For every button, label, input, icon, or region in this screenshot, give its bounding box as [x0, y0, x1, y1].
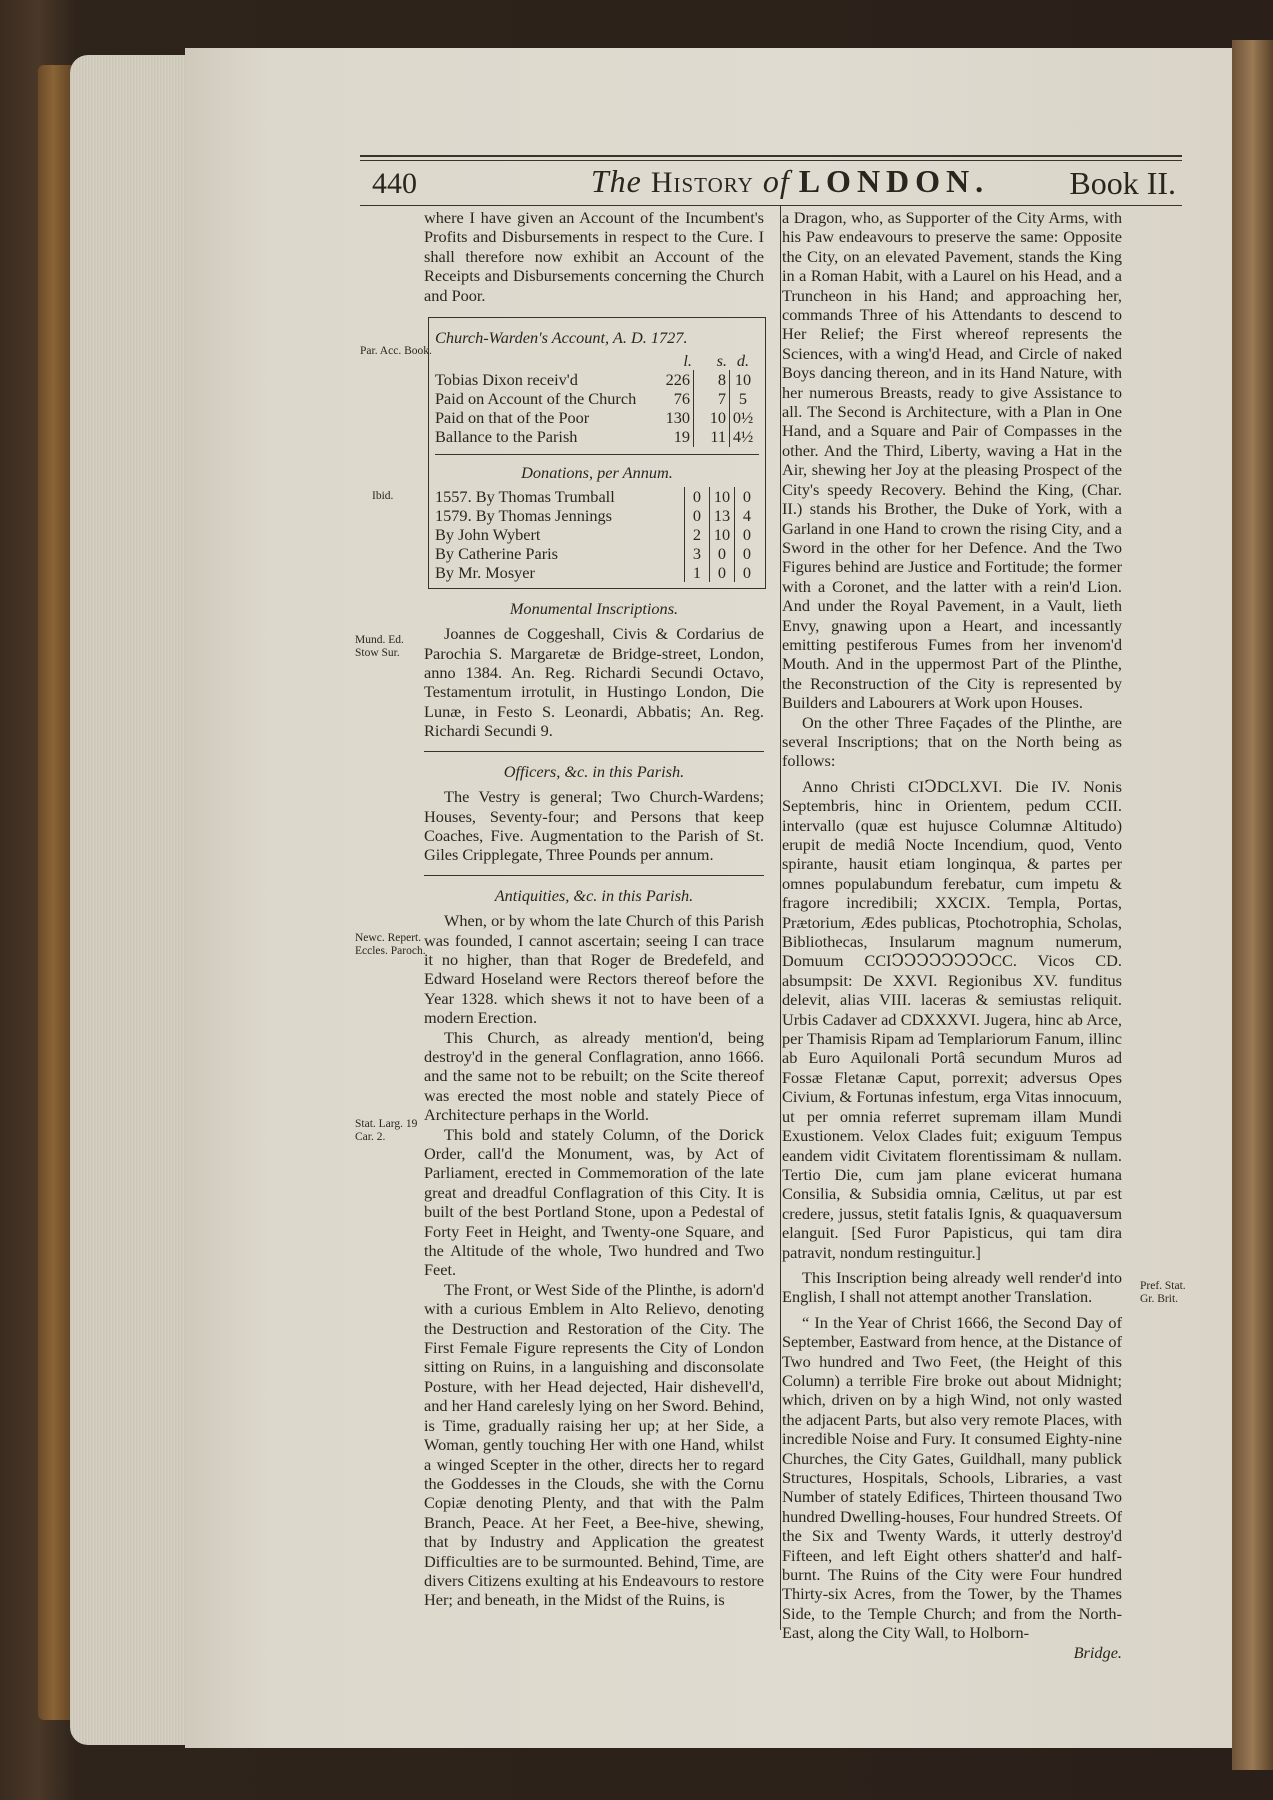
officers-text: The Vestry is general; Two Church-Wardens; Houses, Seventy-four; and Persons that keep Coaches, Five. Augmentation to the Parish of St. Giles Cripplegate, Three Pounds per annum. [424, 787, 764, 865]
plinthe-para: The Front, or West Side of the Plinthe, is adorn'd with a curious Emblem in Alto Relievo, denoting the Destruction and Restoration of the City. The First Female Figure represents the City of London sitting on Ruins, in a languishing and disconsolate Posture, with her Head dejected, Hair dishevell'd, and her Hand carelesly lying on her Sword. Behind, is Time, gradually raising her up; at her Side, a Woman, gently touching Her with one Hand, whilst a winged Scepter in the other, directs her to regard the Goddesses in the Clouds, she with the Cornu Copiæ denoting Plenty, and that with the Palm Branch, Peace. At her Feet, a Bee-hive, shewing, that by Industry and Application the greatest Difficulties are to be surmounted. Behind, Time, are divers Citizens exulting at his Endeavours to restore Her; and beneath, in the Midst of the Ruins, is [424, 1279, 764, 1610]
margin-note-par-acc: Par. Acc. Book. [360, 345, 432, 357]
account-row [435, 408, 759, 427]
facades-para: On the other Three Façades of the Plinthe, are several Inscriptions; that on the North being as follows: [782, 712, 1122, 771]
donation-row [435, 525, 759, 544]
donation-s: 10 [709, 487, 734, 506]
row-d: 0½ [732, 408, 754, 428]
title-history: History [650, 166, 754, 199]
donation-d: 0 [734, 487, 759, 506]
book-label: Book II. [1069, 165, 1176, 201]
latin-inscription: Anno Christi CIↃDCLXVI. Die IV. Nonis Septembris, hinc in Orientem, pedum CCII. intervallo (quæ est hujusce Columnæ Altitudo) erupit de mediâ Nocte Incendium, quod, Vento spirante, hausit etiam longinqua, & partes per omnes populabundum ferebatur, cum impetu & fragore incredibili; XXCIX. Templa, Portas, Prætorium, Ædes publicas, Ptochotrophia, Scholas, Bibliothecas, Insularum magnum numerum, Domuum CCIↃↃↃↃↃↃↃↃCC. Vicos CD. absumpsit: De XXVI. Regionibus XV. funditus delevit, alias VIII. laceras & semiustas reliquit. Urbis Cadaver ad CDXXXVI. Jugera, hinc ab Arce, per Thamisis Ripam ad Templariorum Fanum, illinc ab Euro Aquilonali Portâ secundum Muros ad Fossæ Fletanæ Caput, porrexit; adversus Opes Civium, & Fortunas infestum, erga Vitas innocuum, ut per omnia referret supremam illam Mundi Exustionem. Velox Clades fuit; exiguum Tempus eandem vidit Civitatem florentissimam & nullam. Tertio Die, cum jam plane evicerat humana Consilia, & Subsidia omnia, Cælitus, ut par est credere, jussus, stetit fatalis Ignis, & quaquaversum elanguit. [Sed Furor Papisticus, qui tam dira patravit, nondum restinguitur.] [782, 776, 1122, 1262]
translation-note: This Inscription being already well render'd into English, I shall not attempt another Translation. [782, 1267, 1122, 1307]
antiquities-para-1: When, or by whom the late Church of this Parish was founded, I cannot ascertain; seeing I can trace it no higher, than that Roger de Bredefeld, and Edward Hoseland were Rectors thereof before the Year 1328. which shews it not to have been of a modern Erection. [424, 911, 764, 1028]
col-s: s. [716, 351, 727, 371]
column-divider [780, 205, 781, 1630]
row-l: 226 [658, 370, 694, 389]
donation-d: 4 [734, 506, 759, 525]
running-header [360, 155, 1182, 206]
english-inscription: “ In the Year of Christ 1666, the Second Day of September, Eastward from hence, at the Distance of Two hundred and Two Feet, (the Height of this Column) a terrible Fire broke out about Midnight; which, driven on by a high Wind, not only wasted the adjacent Parts, but also very remote Places, with incredible Noise and Fury. It consumed Eighty-nine Churches, the City Gates, Guildhall, many publick Structures, Hospitals, Schools, Libraries, a vast Number of stately Edifices, Thirteen thousand Two hundred Dwelling-houses, Four hundred Streets. Of the Six and Twenty Wards, it utterly destroy'd Fifteen, and left Eight others shatter'd and half-burnt. The Ruins of the City were Four hundred Thirty-six Acres, from the Tower, by the Thames Side, to the Temple Church; and from the North-East, along the City Wall, to Holborn- [782, 1312, 1122, 1643]
title-the: The [590, 163, 642, 199]
donation-l: 0 [684, 487, 709, 506]
church-warden-account-box [428, 317, 766, 589]
account-title: Church-Warden's Account, A. D. 1727. [435, 328, 688, 348]
donation-d: 0 [734, 563, 759, 582]
section-rule [424, 875, 764, 876]
donation-label: By Mr. Mosyer [435, 562, 535, 582]
officers-title: Officers, &c. in this Parish. [503, 761, 685, 781]
page-number: 440 [372, 167, 417, 200]
row-l: 76 [658, 389, 694, 408]
donation-l: 3 [684, 544, 709, 563]
account-row [435, 370, 759, 389]
row-d: 10 [734, 370, 752, 390]
row-label: Tobias Dixon receiv'd [435, 370, 578, 390]
donation-d: 0 [734, 544, 759, 563]
account-row [435, 427, 759, 446]
donation-l: 0 [684, 506, 709, 525]
account-row [435, 389, 759, 408]
margin-note-stat: Stat. Larg. 19 Car. 2. [355, 1118, 418, 1143]
col-l: l. [683, 351, 692, 371]
margin-note-ibid: Ibid. [372, 490, 394, 502]
antiquities-para-2: This Church, as already mention'd, being destroy'd in the general Conflagration, anno 1666. and the same not to be rebuilt; on the Scite thereof was erected the most noble and stately Piece of Architecture perhaps in the World. [424, 1027, 764, 1125]
dragon-para: a Dragon, who, as Supporter of the City Arms, with his Paw endeavours to preserve the same: Opposite the City, on an elevated Pavement, stands the King in a Roman Habit, with a Laurel on his Head, and a Truncheon in his Hand; and approaching her, commands Three of his Attendants to descend to Her Relief; the First whereof represents the Sciences, with a wing'd Head, and Circle of naked Boys dancing thereon, and in its Hand Nature, with her numerous Breasts, ready to give Assistance to all. The Second is Architecture, with a Plan in One Hand, and a Square and Pair of Compasses in the other. And the Third, Liberty, waving a Hat in the Air, shewing her Joy at the pleasing Prospect of the City's speedy Recovery. Behind the King, (Char. II.) stands his Brother, the Duke of York, with a Garland in one Hand to crown the rising City, and a Sword in the other for her Defence. And the Two Figures behind are Justice and Fortitude; the former with a Coronet, and the latter with a rein'd Lion. And under the Royal Pavement, in a Vault, lieth Envy, gnawing upon a Heart, and incessantly emitting pestiferous Fumes from her invenom'd Mouth. And in the uppermost Part of the Plinthe, the Reconstruction of the City is represented by Builders and Labourers at Work upon Houses. [782, 208, 1122, 713]
donation-s: 10 [709, 525, 734, 544]
donation-s: 13 [709, 506, 734, 525]
account-header-row [435, 351, 759, 370]
donation-d: 0 [734, 525, 759, 544]
running-title [520, 163, 1060, 200]
intro-paragraph: where I have given an Account of the Incumbent's Profits and Disbursements in respect to the Cure. I shall therefore now exhibit an Account of the Receipts and Disbursements concerning the Church and Poor. [424, 208, 764, 305]
row-s: 7 [694, 389, 730, 408]
donation-label: By Catherine Paris [435, 543, 558, 563]
col-d: d. [736, 351, 750, 371]
donation-label: By John Wybert [435, 524, 541, 544]
monumental-text: Joannes de Coggeshall, Civis & Cordarius de Parochia S. Margaretæ de Bridge-street, London, anno 1384. An. Reg. Richardi Secundi Octavo, Testamentum irrotulit, in Hustingo London, Die Lunæ, in Festo S. Leonardi, Abbatis; An. Reg. Richardi Secundi 9. [424, 624, 764, 741]
header-rule [360, 160, 1182, 161]
donation-label: 1557. By Thomas Trumball [435, 486, 615, 506]
margin-note-pref: Pref. Stat. Gr. Brit. [1140, 1280, 1186, 1305]
right-column [782, 208, 1122, 1662]
monument-para: This bold and stately Column, of the Dorick Order, call'd the Monument, was, by Act of Parliament, erected in Commemoration of the late great and dreadful Conflagration of this City. It is built of the best Portland Stone, upon a Pedestal of Forty Feet in Height, and Twenty-one Square, and the Altitude of the whole, Two hundred and Two Feet. [424, 1124, 764, 1280]
margin-note-newc: Newc. Repert. Eccles. Paroch. [355, 932, 426, 957]
donation-row [435, 506, 759, 525]
section-rule [424, 751, 764, 752]
title-london: LONDON. [798, 163, 990, 199]
row-l: 19 [658, 427, 694, 446]
donation-l: 1 [684, 563, 709, 582]
monumental-title: Monumental Inscriptions. [509, 598, 679, 618]
antiquities-title: Antiquities, &c. in this Parish. [494, 885, 694, 905]
margin-note-mund: Mund. Ed. Stow Sur. [355, 634, 404, 659]
donation-s: 0 [709, 544, 734, 563]
row-s: 10 [694, 408, 730, 427]
facing-book-edge [1232, 40, 1273, 1770]
left-column [424, 208, 764, 1610]
donation-s: 0 [709, 563, 734, 582]
row-d: 4½ [732, 427, 754, 447]
row-label: Paid on that of the Poor [435, 408, 590, 428]
donation-row [435, 544, 759, 563]
donation-label: 1579. By Thomas Jennings [435, 505, 612, 525]
title-of: of [762, 163, 790, 199]
donations-title: Donations, per Annum. [435, 454, 759, 482]
row-s: 8 [694, 370, 730, 389]
catchword: Bridge. [1073, 1642, 1122, 1662]
donation-row [435, 563, 759, 582]
row-label: Paid on Account of the Church [435, 389, 637, 409]
donation-row [435, 487, 759, 506]
row-label: Ballance to the Parish [435, 427, 578, 447]
row-d: 5 [738, 389, 748, 409]
donation-l: 2 [684, 525, 709, 544]
row-s: 11 [694, 427, 730, 446]
row-l: 130 [658, 408, 694, 427]
